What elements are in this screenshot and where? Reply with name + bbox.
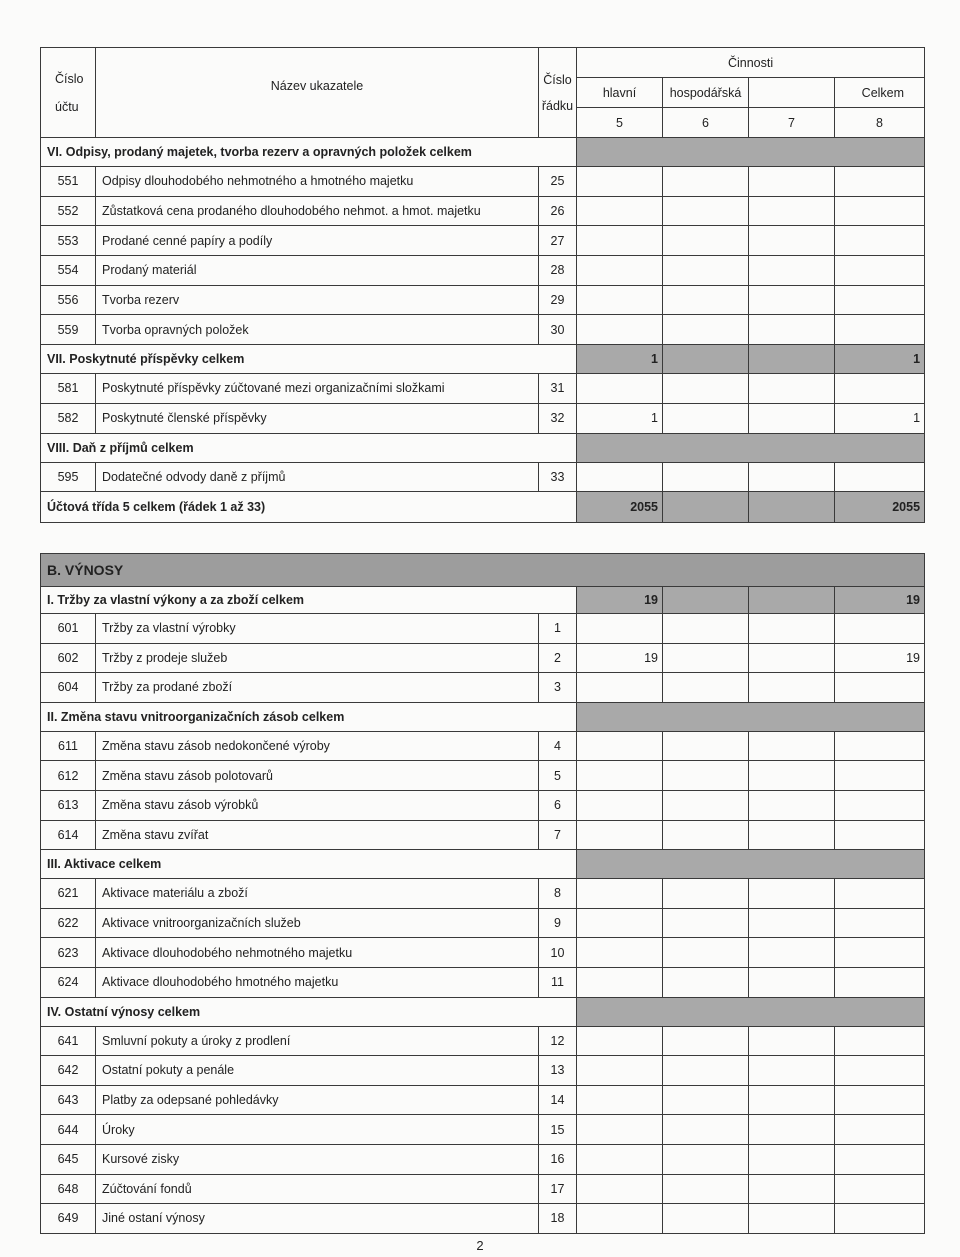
value-col7 (749, 196, 835, 226)
line-number: 14 (539, 1085, 577, 1115)
table-row (41, 614, 925, 644)
table-row (41, 1174, 925, 1204)
row-name: Změna stavu zvířat (96, 820, 539, 850)
value-total (835, 820, 925, 850)
row-name: Tvorba rezerv (96, 285, 539, 315)
value-total (835, 167, 925, 197)
line-number: 27 (539, 226, 577, 256)
class5-total: 2055 (835, 492, 925, 523)
value-col7 (749, 673, 835, 703)
value-main (577, 673, 663, 703)
value-total (835, 967, 925, 997)
value-col7 (749, 1056, 835, 1086)
value-economic (663, 403, 749, 433)
section-total-main: 1 (577, 345, 663, 374)
value-total (835, 908, 925, 938)
value-main (577, 226, 663, 256)
value-col7 (749, 226, 835, 256)
value-col7 (749, 167, 835, 197)
section-shaded-cell (749, 492, 835, 523)
value-main (577, 731, 663, 761)
line-number: 30 (539, 315, 577, 345)
account-number: 614 (41, 820, 96, 850)
value-total (835, 1056, 925, 1086)
account-number: 644 (41, 1115, 96, 1145)
table-row (41, 1144, 925, 1174)
value-total (835, 790, 925, 820)
value-total (835, 1085, 925, 1115)
expenses-table (40, 47, 925, 523)
value-economic (663, 167, 749, 197)
account-number: 622 (41, 908, 96, 938)
header-activities: Činnosti (577, 48, 925, 78)
value-total (835, 1144, 925, 1174)
section-title: II. Změna stavu vnitroorganizačních zásob celkem (41, 702, 577, 731)
value-col7 (749, 731, 835, 761)
line-number: 4 (539, 731, 577, 761)
value-economic (663, 908, 749, 938)
value-economic (663, 315, 749, 345)
line-number: 6 (539, 790, 577, 820)
line-number: 32 (539, 403, 577, 433)
account-number: 649 (41, 1204, 96, 1234)
line-number: 28 (539, 256, 577, 286)
value-col7 (749, 315, 835, 345)
row-name: Platby za odepsané pohledávky (96, 1085, 539, 1115)
table-row (41, 967, 925, 997)
header-col8: 8 (835, 108, 925, 138)
line-number: 26 (539, 196, 577, 226)
value-economic (663, 226, 749, 256)
section-shaded-cell (577, 850, 925, 879)
value-economic (663, 673, 749, 703)
value-main (577, 462, 663, 492)
value-col7 (749, 256, 835, 286)
row-name: Zúčtování fondů (96, 1174, 539, 1204)
account-number: 582 (41, 403, 96, 433)
value-economic (663, 1204, 749, 1234)
value-main: 19 (577, 643, 663, 673)
value-main (577, 315, 663, 345)
value-total: 1 (835, 403, 925, 433)
value-economic (663, 790, 749, 820)
section-shaded-cell (663, 345, 749, 374)
value-main (577, 196, 663, 226)
line-number: 17 (539, 1174, 577, 1204)
row-name: Smluvní pokuty a úroky z prodlení (96, 1026, 539, 1056)
section-total: 1 (835, 345, 925, 374)
value-total (835, 315, 925, 345)
account-number: 552 (41, 196, 96, 226)
row-name: Poskytnuté členské příspěvky (96, 403, 539, 433)
row-name: Poskytnuté příspěvky zúčtované mezi organizačními složkami (96, 374, 539, 404)
table-row (41, 315, 925, 345)
value-economic (663, 1144, 749, 1174)
account-number: 604 (41, 673, 96, 703)
table-row (41, 1115, 925, 1145)
revenues-table (40, 553, 925, 1234)
value-main (577, 1204, 663, 1234)
account-number: 623 (41, 938, 96, 968)
table-row (41, 820, 925, 850)
table-row (41, 643, 925, 673)
value-total (835, 731, 925, 761)
table-row (41, 403, 925, 433)
account-number: 601 (41, 614, 96, 644)
value-total (835, 256, 925, 286)
table-row (41, 908, 925, 938)
table-row (41, 731, 925, 761)
section-shaded-cell (663, 587, 749, 614)
table-row (41, 226, 925, 256)
header-account-number: Číslo účtu (41, 48, 96, 138)
value-col7 (749, 761, 835, 791)
row-name: Změna stavu zásob výrobků (96, 790, 539, 820)
table-row (41, 938, 925, 968)
value-col7 (749, 879, 835, 909)
value-main (577, 967, 663, 997)
line-number: 5 (539, 761, 577, 791)
value-col7 (749, 1144, 835, 1174)
value-economic (663, 643, 749, 673)
line-number: 3 (539, 673, 577, 703)
value-economic (663, 967, 749, 997)
value-col7 (749, 285, 835, 315)
line-number: 1 (539, 614, 577, 644)
row-name: Tržby za prodané zboží (96, 673, 539, 703)
value-total (835, 879, 925, 909)
value-main (577, 285, 663, 315)
value-total (835, 1026, 925, 1056)
value-economic (663, 761, 749, 791)
value-col7 (749, 938, 835, 968)
line-number: 9 (539, 908, 577, 938)
value-economic (663, 462, 749, 492)
value-total (835, 938, 925, 968)
header-col6: 6 (663, 108, 749, 138)
value-main (577, 614, 663, 644)
value-economic (663, 879, 749, 909)
section-title: IV. Ostatní výnosy celkem (41, 997, 577, 1026)
value-total (835, 226, 925, 256)
value-main: 1 (577, 403, 663, 433)
value-economic (663, 285, 749, 315)
line-number: 13 (539, 1056, 577, 1086)
header-col7: 7 (749, 108, 835, 138)
value-col7 (749, 643, 835, 673)
section-title: I. Tržby za vlastní výkony a za zboží celkem (41, 587, 577, 614)
value-col7 (749, 614, 835, 644)
value-economic (663, 731, 749, 761)
value-economic (663, 374, 749, 404)
value-total (835, 196, 925, 226)
class5-total-title: Účtová třída 5 celkem (řádek 1 až 33) (41, 492, 577, 523)
value-total (835, 1115, 925, 1145)
section-title: III. Aktivace celkem (41, 850, 577, 879)
row-name: Ostatní pokuty a penále (96, 1056, 539, 1086)
section-shaded-cell (577, 997, 925, 1026)
account-number: 602 (41, 643, 96, 673)
value-economic (663, 1115, 749, 1145)
header-empty (749, 78, 835, 108)
value-economic (663, 938, 749, 968)
value-col7 (749, 1174, 835, 1204)
value-col7 (749, 374, 835, 404)
account-number: 551 (41, 167, 96, 197)
header-main: hlavní (577, 78, 663, 108)
value-main (577, 374, 663, 404)
value-total (835, 285, 925, 315)
value-economic (663, 196, 749, 226)
table-row (41, 1085, 925, 1115)
table-row (41, 790, 925, 820)
section-title: VII. Poskytnuté příspěvky celkem (41, 345, 577, 374)
section-title: VIII. Daň z příjmů celkem (41, 433, 577, 462)
value-col7 (749, 1204, 835, 1234)
table-row (41, 1204, 925, 1234)
section-shaded-cell (749, 345, 835, 374)
table-row (41, 1026, 925, 1056)
account-number: 556 (41, 285, 96, 315)
header-col5: 5 (577, 108, 663, 138)
page-number: 2 (476, 1238, 484, 1253)
section-shaded-cell (749, 587, 835, 614)
line-number: 7 (539, 820, 577, 850)
table-row (41, 374, 925, 404)
value-main (577, 820, 663, 850)
account-number: 611 (41, 731, 96, 761)
value-economic (663, 1174, 749, 1204)
table-row (41, 196, 925, 226)
header-total: Celkem (835, 78, 925, 108)
account-number: 553 (41, 226, 96, 256)
row-name: Odpisy dlouhodobého nehmotného a hmotného majetku (96, 167, 539, 197)
value-col7 (749, 908, 835, 938)
header-line-number: Číslo řádku (539, 48, 577, 138)
line-number: 12 (539, 1026, 577, 1056)
section-shaded-cell (577, 138, 925, 167)
value-main (577, 908, 663, 938)
value-economic (663, 1085, 749, 1115)
account-number: 642 (41, 1056, 96, 1086)
section-shaded-cell (663, 492, 749, 523)
value-col7 (749, 462, 835, 492)
value-main (577, 256, 663, 286)
value-main (577, 761, 663, 791)
value-col7 (749, 1026, 835, 1056)
section-total-main: 19 (577, 587, 663, 614)
value-main (577, 167, 663, 197)
row-name: Změna stavu zásob polotovarů (96, 761, 539, 791)
line-number: 11 (539, 967, 577, 997)
part-b-title: B. VÝNOSY (41, 554, 925, 587)
row-name: Aktivace materiálu a zboží (96, 879, 539, 909)
table-row (41, 462, 925, 492)
account-number: 645 (41, 1144, 96, 1174)
value-col7 (749, 1085, 835, 1115)
header-indicator-name: Název ukazatele (96, 48, 539, 138)
value-total (835, 1204, 925, 1234)
value-col7 (749, 967, 835, 997)
value-main (577, 1026, 663, 1056)
table-row (41, 673, 925, 703)
line-number: 8 (539, 879, 577, 909)
value-economic (663, 256, 749, 286)
account-number: 554 (41, 256, 96, 286)
row-name: Zůstatková cena prodaného dlouhodobého nehmot. a hmot. majetku (96, 196, 539, 226)
table-row (41, 285, 925, 315)
class5-total-main: 2055 (577, 492, 663, 523)
row-name: Aktivace dlouhodobého nehmotného majetku (96, 938, 539, 968)
value-economic (663, 1026, 749, 1056)
value-col7 (749, 403, 835, 433)
value-main (577, 1115, 663, 1145)
line-number: 10 (539, 938, 577, 968)
account-number: 612 (41, 761, 96, 791)
value-total (835, 614, 925, 644)
row-name: Úroky (96, 1115, 539, 1145)
line-number: 16 (539, 1144, 577, 1174)
value-main (577, 1174, 663, 1204)
value-main (577, 790, 663, 820)
value-main (577, 1144, 663, 1174)
row-name: Tržby z prodeje služeb (96, 643, 539, 673)
value-total: 19 (835, 643, 925, 673)
account-number: 595 (41, 462, 96, 492)
row-name: Jiné ostaní výnosy (96, 1204, 539, 1234)
line-number: 31 (539, 374, 577, 404)
row-name: Kursové zisky (96, 1144, 539, 1174)
value-col7 (749, 790, 835, 820)
account-number: 648 (41, 1174, 96, 1204)
row-name: Prodané cenné papíry a podíly (96, 226, 539, 256)
line-number: 29 (539, 285, 577, 315)
value-economic (663, 1056, 749, 1086)
row-name: Dodatečné odvody daně z příjmů (96, 462, 539, 492)
account-number: 581 (41, 374, 96, 404)
row-name: Aktivace dlouhodobého hmotného majetku (96, 967, 539, 997)
table-row (41, 879, 925, 909)
account-number: 624 (41, 967, 96, 997)
value-main (577, 879, 663, 909)
section-shaded-cell (577, 433, 925, 462)
value-main (577, 1085, 663, 1115)
line-number: 2 (539, 643, 577, 673)
row-name: Změna stavu zásob nedokončené výroby (96, 731, 539, 761)
section-title: VI. Odpisy, prodaný majetek, tvorba rezerv a opravných položek celkem (41, 138, 577, 167)
line-number: 15 (539, 1115, 577, 1145)
table-row (41, 1056, 925, 1086)
account-number: 559 (41, 315, 96, 345)
row-name: Aktivace vnitroorganizačních služeb (96, 908, 539, 938)
line-number: 18 (539, 1204, 577, 1234)
account-number: 621 (41, 879, 96, 909)
value-col7 (749, 820, 835, 850)
value-economic (663, 614, 749, 644)
row-name: Prodaný materiál (96, 256, 539, 286)
account-number: 643 (41, 1085, 96, 1115)
value-main (577, 938, 663, 968)
value-total (835, 1174, 925, 1204)
section-shaded-cell (577, 702, 925, 731)
value-main (577, 1056, 663, 1086)
value-total (835, 374, 925, 404)
table-row (41, 256, 925, 286)
row-name: Tržby za vlastní výrobky (96, 614, 539, 644)
section-total: 19 (835, 587, 925, 614)
table-row (41, 761, 925, 791)
account-number: 613 (41, 790, 96, 820)
value-total (835, 462, 925, 492)
value-total (835, 761, 925, 791)
value-col7 (749, 1115, 835, 1145)
header-economic: hospodářská (663, 78, 749, 108)
line-number: 25 (539, 167, 577, 197)
value-economic (663, 820, 749, 850)
table-row (41, 167, 925, 197)
account-number: 641 (41, 1026, 96, 1056)
value-total (835, 673, 925, 703)
row-name: Tvorba opravných položek (96, 315, 539, 345)
line-number: 33 (539, 462, 577, 492)
